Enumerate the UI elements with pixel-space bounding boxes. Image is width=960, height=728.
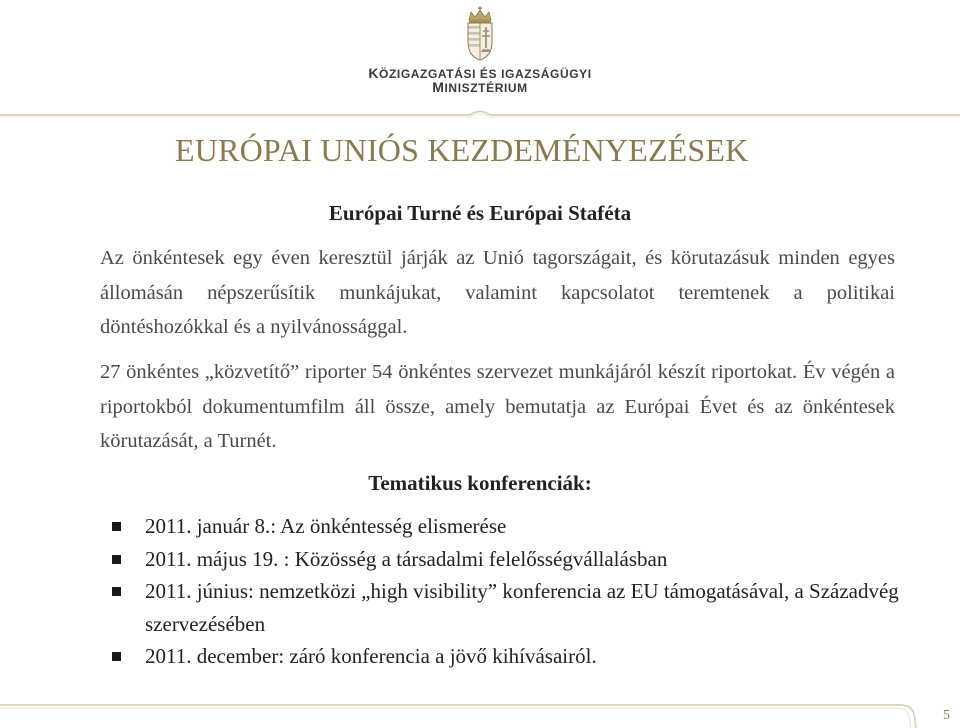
square-bullet-icon [112, 587, 121, 596]
paragraph-volunteers-tour: Az önkéntesek egy éven keresztül járják az Unió tagországait, és körutazásuk minden egyes állomásán népszerűsítik munkájukat, valamint kapcsolatot teremtenek a politikai döntéshozókkal és a nyilvánossággal. [100, 247, 895, 338]
ministry-line2-rest: INISZTÉRIUM [444, 81, 528, 95]
page-title: EURÓPAI UNIÓS KEZDEMÉNYEZÉSEK [175, 132, 749, 168]
conference-list [110, 510, 910, 673]
hungarian-coat-of-arms-icon [455, 6, 505, 62]
list-item [110, 510, 910, 543]
ministry-name-line2 [0, 80, 960, 95]
list-item-text: 2011. május 19. : Közösség a társadalmi felelősségvállalásban [145, 546, 668, 571]
ministry-line1-rest: ÖZIGAZGATÁSI ÉS IGAZSÁGÜGYI [379, 67, 592, 81]
header-divider [0, 104, 960, 120]
square-bullet-icon [112, 652, 121, 661]
paragraph-reporters: 27 önkéntes „közvetítő” riporter 54 önkéntes szervezet munkájáról készít riportokat. Év végén a riportokból dokumentumfilm áll össze, amely bemutatja az Európai Évet és az önkéntesek körutazását, a Turnét. [100, 361, 895, 452]
square-bullet-icon [112, 555, 121, 564]
ministry-name-line1 [0, 66, 960, 81]
section-heading-european-tour: Európai Turné és Európai Staféta [328, 201, 632, 225]
section-heading-conferences: Tematikus konferenciák: [368, 471, 592, 495]
ministry-line1-initial: K [368, 65, 380, 81]
page-number: 5 [943, 708, 950, 723]
list-item [110, 575, 910, 640]
list-item-text: 2011. december: záró konferencia a jövő kihívásairól. [145, 644, 597, 668]
square-bullet-icon [112, 522, 121, 531]
list-item-text: 2011. január 8.: Az önkéntesség elismerése [145, 514, 507, 538]
list-item-text: 2011. június: nemzetközi „high visibility” konferencia az EU támogatásával, a Századvég szervezésében [145, 579, 899, 636]
list-item [110, 543, 910, 576]
footer-divider [0, 702, 920, 728]
ministry-line2-initial: M [432, 79, 445, 95]
list-item [110, 640, 910, 673]
